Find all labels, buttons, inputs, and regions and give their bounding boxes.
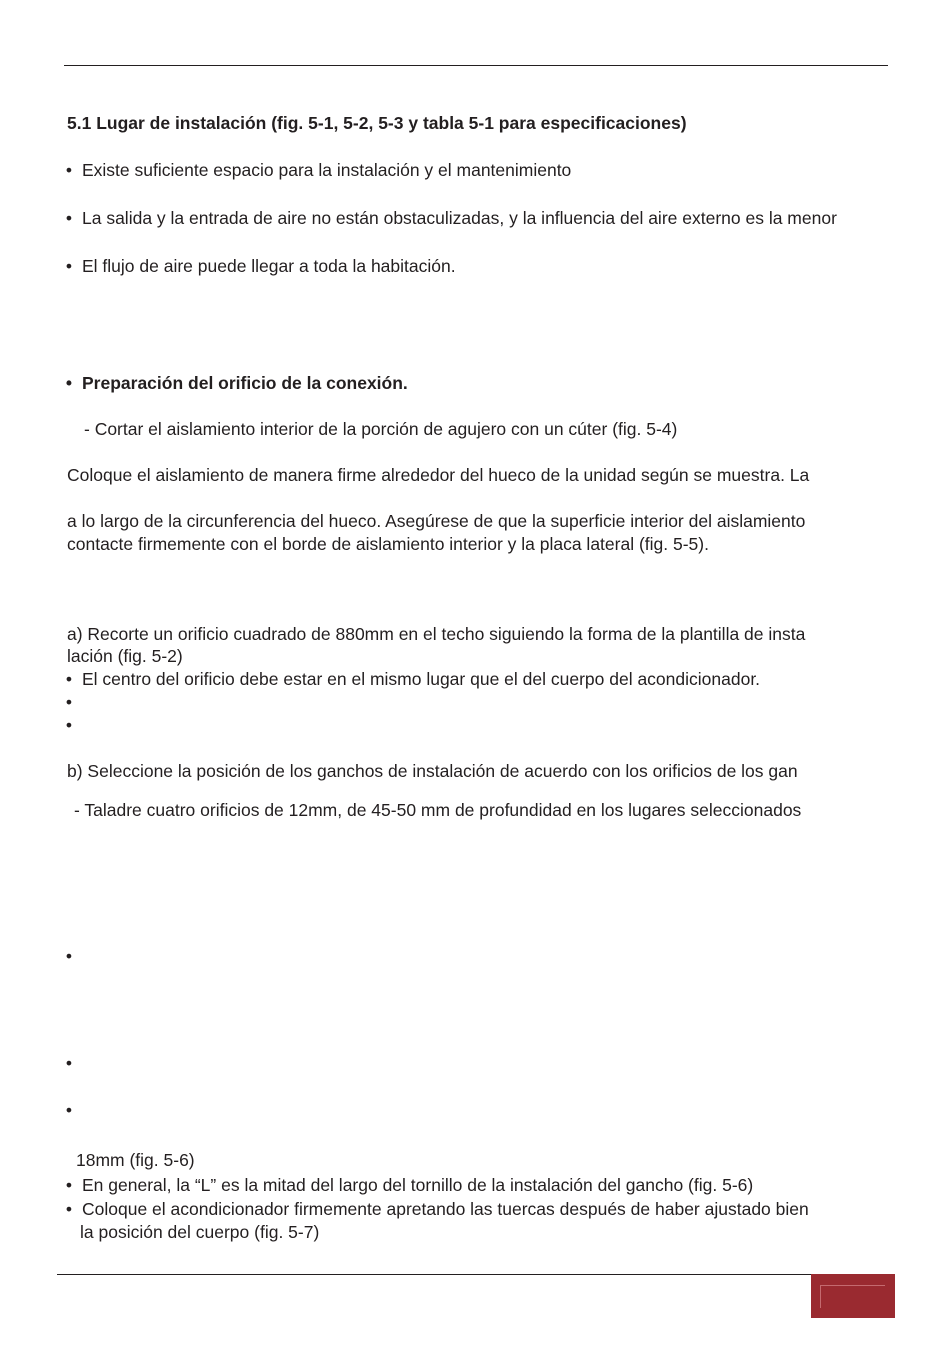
step-a-line1: a) Recorte un orificio cuadrado de 880mm en el techo siguiendo la forma de la plantilla de insta	[67, 624, 806, 644]
tail-line-18mm: 18mm (fig. 5-6)	[76, 1150, 195, 1170]
bullet-marker: •	[65, 692, 73, 712]
bullet-marker: •	[65, 1175, 73, 1195]
bullet-marker: •	[65, 208, 73, 228]
header-rule	[64, 65, 888, 66]
bullet-marker: •	[65, 946, 73, 966]
footer-rule	[57, 1274, 811, 1275]
bullet-marker: •	[65, 160, 73, 180]
bullet-marker: •	[65, 1053, 73, 1073]
bullet-marker: •	[65, 256, 73, 276]
tail-bullet-l-length: En general, la “L” es la mitad del largo del tornillo de la instalación del gancho (fig. 5-6)	[82, 1175, 754, 1195]
step-b-dash-drill: - Taladre cuatro orificios de 12mm, de 45-50 mm de profundidad en los lugares seleccionados	[74, 800, 802, 820]
page-number-box-inner	[820, 1285, 885, 1308]
step-a-bullet-center: El centro del orificio debe estar en el mismo lugar que el del cuerpo del acondicionador.	[82, 669, 761, 689]
bullet-marker: •	[65, 715, 73, 735]
bullet-marker: •	[65, 373, 73, 393]
prep-paragraph-2-line2: contacte firmemente con el borde de aislamiento interior y la placa lateral (fig. 5-5).	[67, 534, 709, 554]
tail-bullet-fix-line1: Coloque el acondicionador firmemente apretando las tuercas después de haber ajustado bien	[82, 1199, 809, 1219]
tail-bullet-fix-line2: la posición del cuerpo (fig. 5-7)	[80, 1222, 320, 1242]
step-a-line2: lación (fig. 5-2)	[67, 646, 183, 666]
bullet-marker: •	[65, 669, 73, 689]
bullet-marker: •	[65, 1199, 73, 1219]
bullet-airflow-room: El flujo de aire puede llegar a toda la habitación.	[82, 256, 456, 276]
prep-paragraph-1: Coloque el aislamiento de manera firme alrededor del hueco de la unidad según se muestra. La	[67, 465, 810, 485]
section-title: 5.1 Lugar de instalación (fig. 5-1, 5-2, 5-3 y tabla 5-1 para especificaciones)	[67, 113, 687, 133]
step-b-line1: b) Seleccione la posición de los ganchos de instalación de acuerdo con los orificios de los gan	[67, 761, 798, 781]
bullet-marker: •	[65, 1100, 73, 1120]
prep-heading: Preparación del orificio de la conexión.	[82, 373, 408, 393]
prep-paragraph-2-line1: a lo largo de la circunferencia del hueco. Asegúrese de que la superficie interior del aislamiento	[67, 511, 806, 531]
page-number-box	[811, 1274, 895, 1318]
prep-dash-cut: - Cortar el aislamiento interior de la porción de agujero con un cúter (fig. 5-4)	[84, 419, 678, 439]
bullet-space: Existe suficiente espacio para la instalación y el mantenimiento	[82, 160, 572, 180]
bullet-airflow-inlet: La salida y la entrada de aire no están obstaculizadas, y la influencia del aire externo es la menor	[82, 208, 837, 228]
